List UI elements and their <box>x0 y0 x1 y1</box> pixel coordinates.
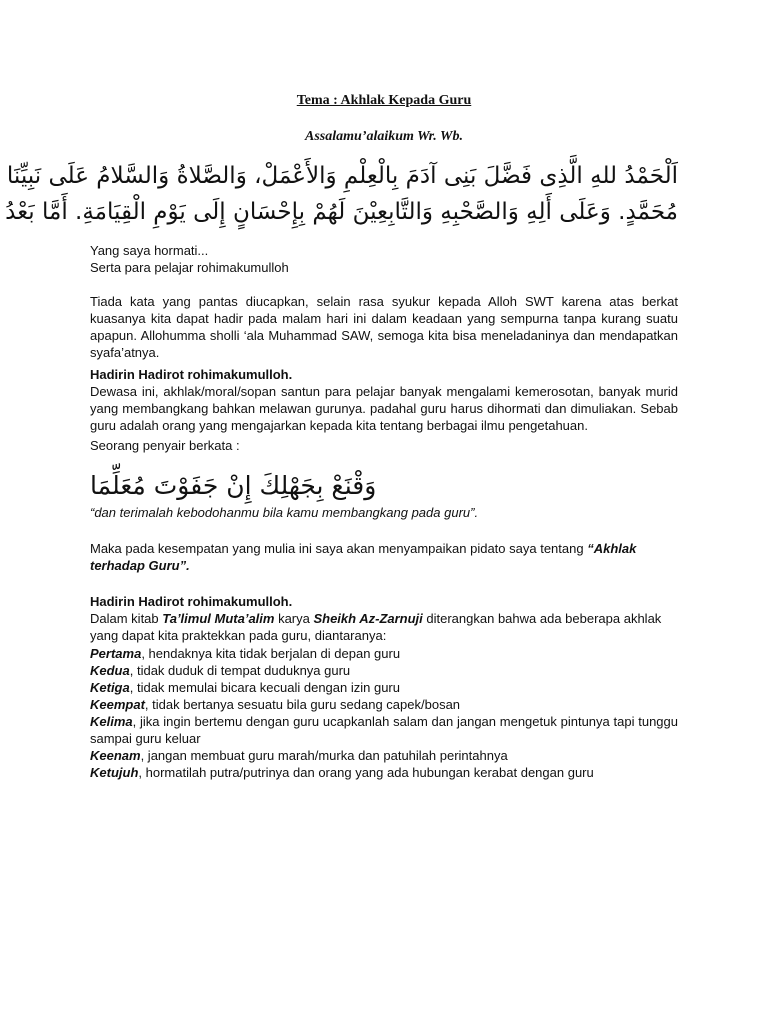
kitab-text-3: diterangkan bahwa ada beberapa akhlak yang dapat kita praktekkan pada guru, diantaranya: <box>90 611 662 643</box>
arabic-opening-line-2: مُحَمَّدٍ. وَعَلَى أَلِهِ وَالصَّحْبِهِ وَالتَّابِعِيْنَ لَهُمْ بِإِحْسَانٍ إِلَى يَوْمِ الْقِيَامَةِ. أَمَّا بَعْدُ <box>5 199 678 225</box>
list-text: , jangan membuat guru marah/murka dan patuhilah perintahnya <box>140 748 508 763</box>
poet-intro: Seorang penyair berkata : <box>90 438 240 453</box>
section-heading-2: Hadirin Hadirot rohimakumulloh. <box>90 594 293 609</box>
list-text: , tidak bertanya sesuatu bila guru sedang capek/bosan <box>144 697 461 712</box>
section-heading-1: Hadirin Hadirot rohimakumulloh. <box>90 367 293 382</box>
list-item <box>90 679 678 696</box>
list-ordinal: Kelima <box>90 714 133 729</box>
salutation <box>90 242 678 276</box>
list-text: , tidak duduk di tempat duduknya guru <box>129 663 351 678</box>
kitab-text-1: Dalam kitab <box>90 611 163 626</box>
list-item <box>90 764 678 781</box>
list-ordinal: Pertama <box>90 646 142 661</box>
list-ordinal: Kedua <box>90 663 130 678</box>
greeting: Assalamu’alaikum Wr. Wb. <box>305 129 463 144</box>
arabic-poem: وَقْنَعْ بِجَهْلِكَ إِنْ جَفَوْتَ مُعَلِّمَا <box>90 471 377 500</box>
list-ordinal: Keenam <box>90 748 141 763</box>
list-ordinal: Ketiga <box>90 680 130 695</box>
salutation-line-2: Serta para pelajar rohimakumulloh <box>90 260 289 275</box>
list-text: , hendaknya kita tidak berjalan di depan guru <box>141 646 401 661</box>
list-item <box>90 696 678 713</box>
kitab-text-2: karya <box>274 611 314 626</box>
list-item <box>90 713 678 747</box>
list-text: , tidak memulai bicara kecuali dengan izin guru <box>129 680 400 695</box>
arabic-opening-line-1: اَلْحَمْدُ للهِ الَّذِى فَضَّلَ بَنِى آدَمَ بِالْعِلْمِ وَالأَعْمَلْ، وَالصَّلاةُ وَالسَّلامُ عَلَى نَبِيِّنَا <box>6 163 678 189</box>
paragraph-decline: Dewasa ini, akhlak/moral/sopan santun para pelajar banyak mengalami kemerosotan, banyak murid yang membangkang bahkan melawan gurunya. padahal guru harus dihormati dan dimuliakan. Sebab guru adalah orang yang mengajarkan kepada kita tentang berbagai ilmu pengetahuan. <box>90 384 678 433</box>
speech-topic: “Akhlak terhadap Guru”. <box>90 541 637 573</box>
paragraph-gratitude: Tiada kata yang pantas diucapkan, selain rasa syukur kepada Alloh SWT karena atas berkat kuasanya kita dapat hadir pada malam hari ini dalam keadaan yang sempurna tanpa kurang suatu apapun. Allohumma sholli ‘ala Muhammad SAW, semoga kita bisa meneladaninya dan mendapatkan syafa’atnya. <box>90 294 678 360</box>
book-author: Sheikh Az-Zarnuji <box>313 611 423 626</box>
list-text: , jika ingin bertemu dengan guru ucapkanlah salam dan jangan mengetuk pintunya tapi tunggu sampai guru keluar <box>90 714 678 746</box>
list-item <box>90 747 678 764</box>
list-item <box>90 645 678 662</box>
document-title: Tema : Akhlak Kepada Guru <box>296 93 472 108</box>
list-item <box>90 662 678 679</box>
poem-translation: “dan terimalah kebodohanmu bila kamu membangkang pada guru”. <box>90 505 479 520</box>
list-text: , hormatilah putra/putrinya dan orang yang ada hubungan kerabat dengan guru <box>138 765 594 780</box>
paragraph-topic <box>90 540 678 574</box>
list-ordinal: Keempat <box>90 697 145 712</box>
salutation-line-1: Yang saya hormati... <box>90 243 209 258</box>
topic-intro-text: Maka pada kesempatan yang mulia ini saya akan menyampaikan pidato saya tentang <box>90 541 588 556</box>
list-ordinal: Ketujuh <box>90 765 139 780</box>
adab-list <box>90 645 678 781</box>
book-title: Ta’limul Muta’alim <box>162 611 275 626</box>
paragraph-kitab <box>90 610 678 644</box>
